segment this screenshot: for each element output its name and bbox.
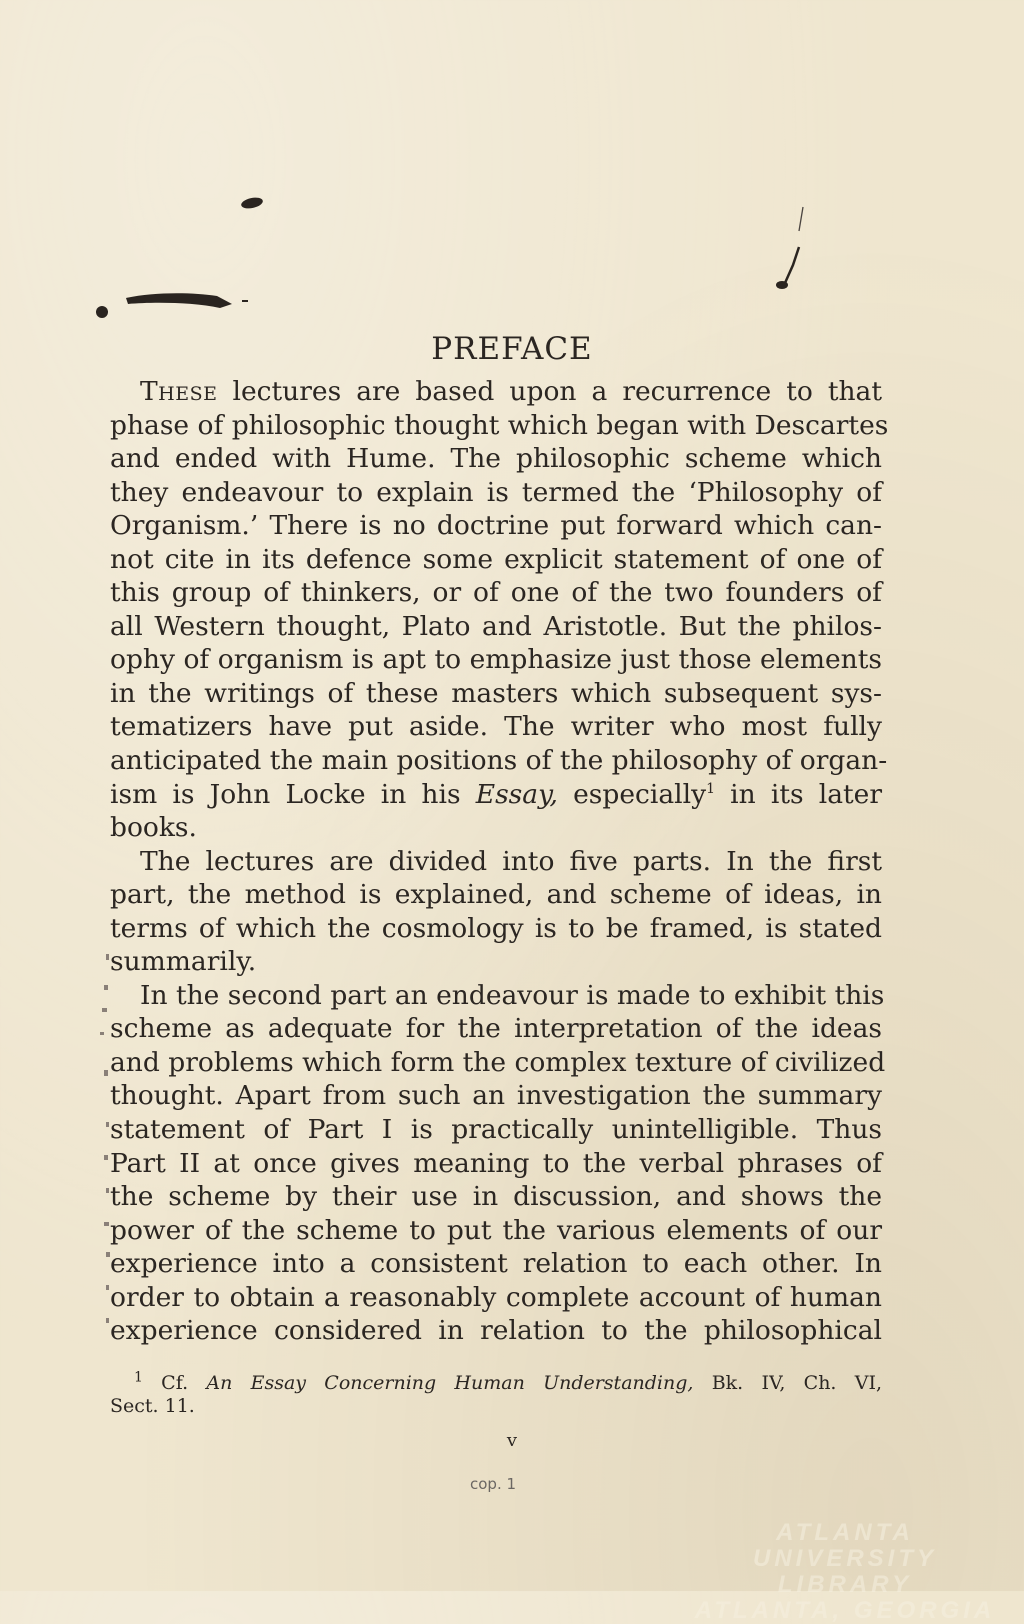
page-title: PREFACE: [431, 330, 593, 367]
paragraph-1-line-1: These lectures are based upon a recurrence to that: [140, 376, 882, 407]
paragraph-3-line: order to obtain a reasonably complete account of human: [110, 1281, 882, 1313]
paragraph-1-line: this group of thinkers, or of one of the two founders of: [110, 577, 882, 609]
paragraph-2-line: The lectures are divided into five parts. In the first: [140, 845, 882, 877]
paragraph-3-line: statement of Part I is practically unintelligible. Thus: [110, 1114, 882, 1146]
paragraph-3-line: scheme as adequate for the interpretation of the ideas: [110, 1013, 882, 1045]
paragraph-3-line: and problems which form the complex texture of civilized: [110, 1046, 886, 1078]
paragraph-2-line: terms of which the cosmology is to be framed, is stated: [110, 912, 882, 944]
ink-smear-left: [92, 282, 252, 322]
paragraph-1-line: ophy of organism is apt to emphasize just those elements: [110, 644, 882, 676]
paragraph-3-line: the scheme by their use in discussion, and shows the: [110, 1181, 882, 1213]
library-copy-note: cop. 1: [470, 1475, 517, 1493]
library-stamp: [680, 1520, 1010, 1624]
paragraph-1-line: tematizers have put aside. The writer who most fully: [110, 711, 882, 743]
footnote-line-1: $^1$ Cf. An Essay Concerning Human Understanding, Bk. IV, Ch. VI,: [134, 1369, 882, 1394]
page-number: v: [506, 1430, 518, 1451]
paragraph-3-line: In the second part an endeavour is made to exhibit this: [140, 979, 885, 1011]
pencil-mark-right: [765, 205, 815, 300]
paragraph-1-line: phase of philosophic thought which began with Descartes: [110, 409, 889, 441]
paragraph-3-line: power of the scheme to put the various elements of our: [110, 1214, 882, 1246]
preface-body: [110, 375, 889, 1348]
footnote-number: 1: [134, 1369, 143, 1386]
paragraph-1-last-line: books.: [110, 812, 197, 844]
footnote-reference[interactable]: 1: [706, 780, 715, 797]
lead-word: These: [140, 376, 218, 407]
paragraph-3-line: thought. Apart from such an investigation the summary: [110, 1080, 882, 1112]
ink-blot-top: [240, 195, 266, 211]
stamp-line-3: ATLANTA, GEORGIA: [694, 1597, 996, 1624]
paragraph-3-line: experience considered in relation to the philosophical: [110, 1315, 882, 1347]
stamp-line-1: ATLANTA UNIVERSITY: [752, 1519, 938, 1572]
paragraph-1-line: not cite in its defence some explicit statement of one of: [110, 543, 882, 575]
paragraph-1-line: anticipated the main positions of the philosophy of organ-: [110, 745, 888, 777]
paragraph-1-line: Organism.’ There is no doctrine put forward which can-: [110, 510, 882, 542]
paragraph-1-line: and ended with Hume. The philosophic scheme which: [110, 443, 882, 475]
paragraph-3-line: experience into a consistent relation to each other. In: [110, 1248, 882, 1280]
paragraph-1-line: in the writings of these masters which subsequent sys-: [110, 677, 882, 709]
essay-title: Essay,: [475, 778, 558, 810]
paragraph-1-line: all Western thought, Plato and Aristotle. But the philos-: [110, 610, 882, 642]
footnote-line-2: Sect. 11.: [110, 1395, 195, 1417]
footnote: [110, 1369, 882, 1418]
paragraph-2-line: part, the method is explained, and scheme of ideas, in: [110, 879, 882, 911]
footnote-book-title: An Essay Concerning Human Understanding,: [206, 1372, 694, 1394]
paragraph-1-line: they endeavour to explain is termed the ‘Philosophy of: [110, 476, 882, 508]
paragraph-1-line-locke: ism is John Locke in his Essay, especially$^1$ in its later: [110, 778, 883, 810]
paragraph-2-last-line: summarily.: [110, 946, 257, 978]
stamp-line-2: LIBRARY: [777, 1571, 913, 1598]
paragraph-3-line: Part II at once gives meaning to the verbal phrases of: [110, 1147, 882, 1179]
